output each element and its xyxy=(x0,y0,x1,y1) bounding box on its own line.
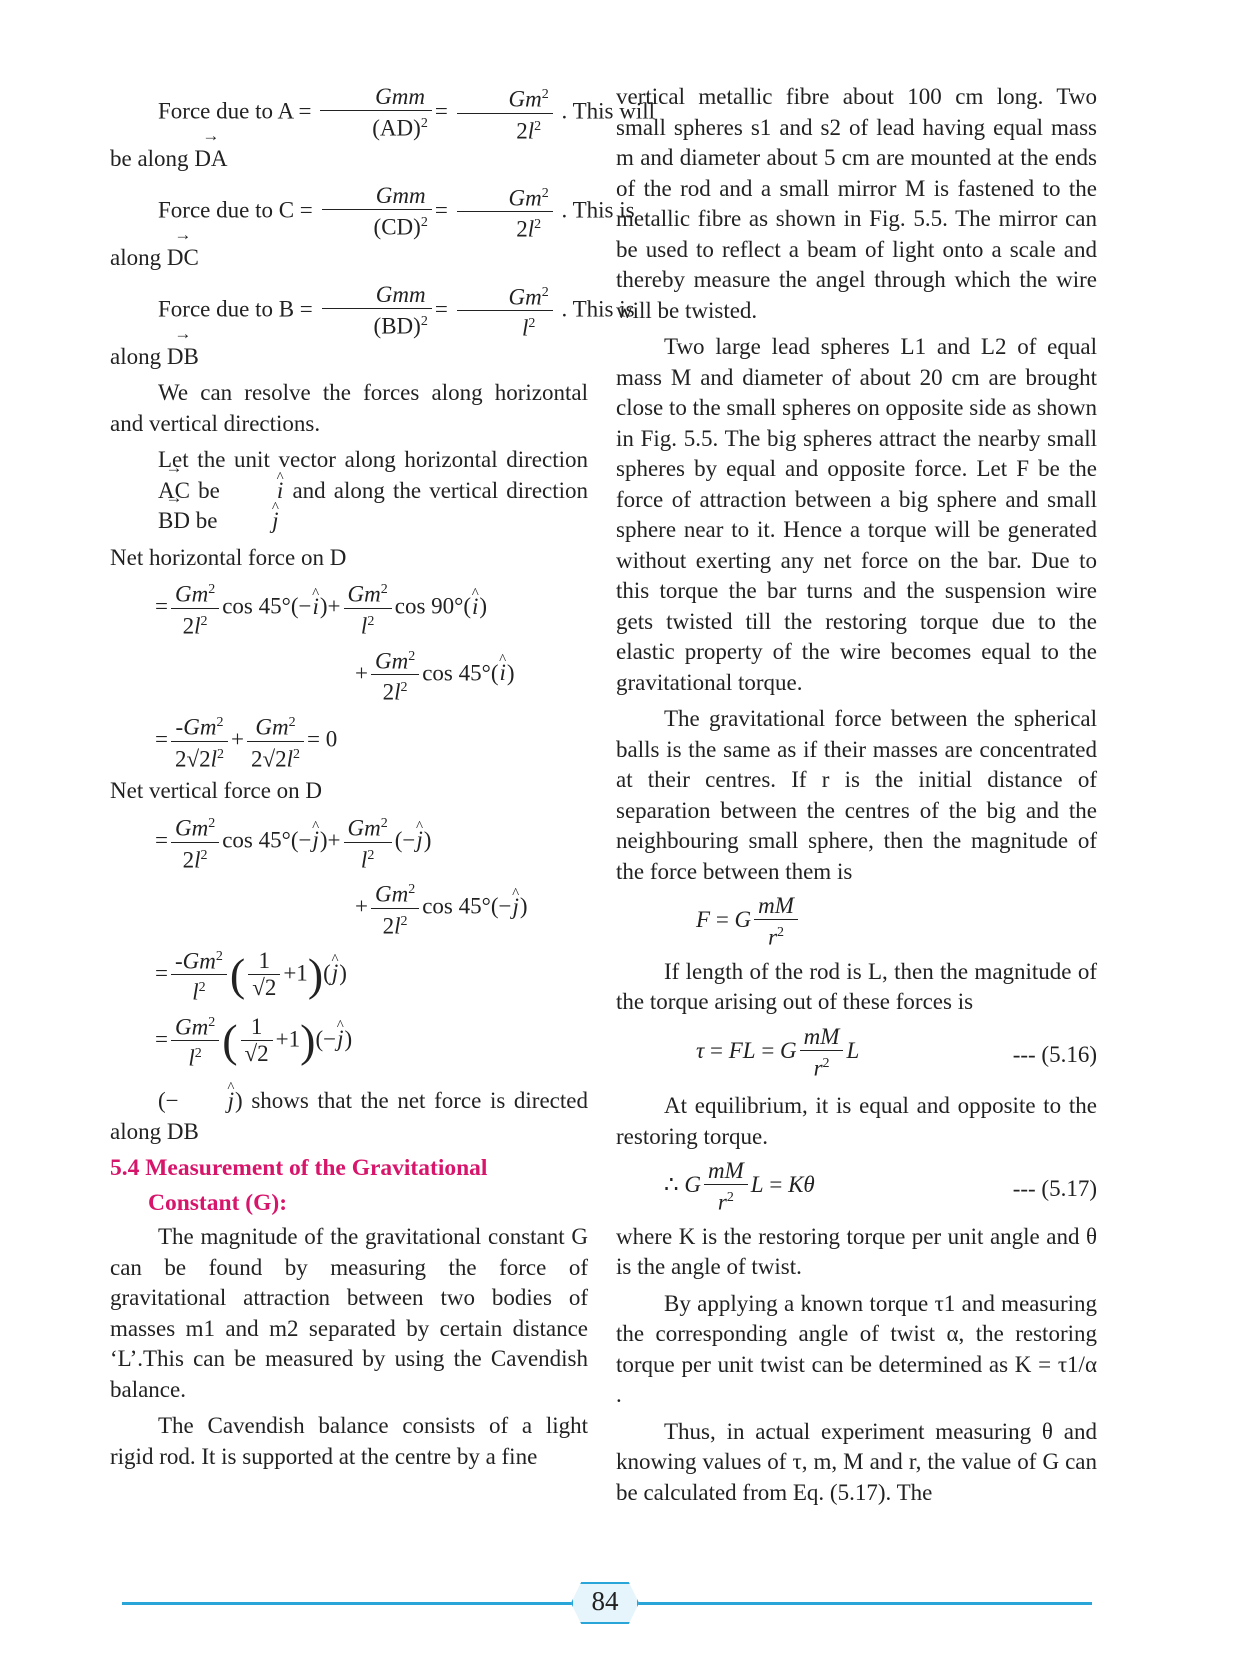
restoring-torque-paragraph: where K is the restoring torque per unit angle and θ is the angle of twist. xyxy=(616,1223,1097,1280)
force-a-line: Force due to A = $\frac{\text{Gmm}}{(AD)^2}$ = $\frac{Gm^2}{2l^2}$ . This will xyxy=(110,82,588,144)
unit-text-d: be xyxy=(195,508,218,534)
footer-line-left xyxy=(122,1602,574,1605)
force-b-suffix: . This is xyxy=(561,296,635,322)
left-column xyxy=(110,82,656,1472)
footer-line-right xyxy=(632,1602,1092,1605)
section-heading xyxy=(110,1153,588,1218)
fraction: $\frac{\text{Gmm}}{(CD)^2}$ xyxy=(322,183,432,241)
i-hat: ^ i xyxy=(228,476,284,507)
equation-v2: + $\frac{Gm^2}{2l^2}$ cos 45°(−^ j) xyxy=(110,877,588,939)
gravitational-force-paragraph: The gravitational force between the spherical balls is the same as if their masses are concentrated at their centres. If r is the initial distance of separation between the centres of the big and the neighbouring small sphere, then the magnitude of the force between them is xyxy=(616,706,1097,884)
equilibrium-formula: ∴ G $\frac{mM}{r^2}$ L = Kθ --- (5.17) xyxy=(664,1158,1097,1215)
torque-formula: τ = FL = G $\frac{mM}{r^2}$ L --- (5.16) xyxy=(696,1023,1097,1081)
unit-vector-paragraph xyxy=(110,445,588,537)
equation-v3: = $\frac{-Gm^2}{l^2}$ ( $\frac{1}{√2}$ +1)(^ j) xyxy=(110,944,588,1006)
minus-j-paragraph: (−^ j) shows that the net force is directed along DB xyxy=(110,1086,588,1147)
experiment-paragraph: Thus, in actual experiment measuring θ and knowing values of τ, m, M and r, the value of G can be calculated from Eq. (5.17). The xyxy=(616,1418,1097,1505)
force-c-line: Force due to C = $\frac{\text{Gmm}}{(CD)^2}$ = $\frac{Gm^2}{2l^2}$ . This is xyxy=(110,181,588,243)
force-b-prefix: Force due to B = xyxy=(158,296,313,322)
force-a-prefix: Force due to A = xyxy=(158,98,312,124)
fraction: $\frac{\text{Gmm}}{(AD)^2}$ xyxy=(320,84,432,142)
force-c-tail xyxy=(110,243,588,274)
tail-text: along xyxy=(110,343,162,369)
minus-j-text: shows that the net force is directed along DB xyxy=(110,1088,588,1144)
equation-h1: = $\frac{Gm^2}{2l^2}$ cos 45°(−^ i)+ $\frac{Gm^2}{l^2}$ cos 90°(^ i) xyxy=(110,577,588,639)
equation-h3: = $\frac{-Gm^2}{2√2l^2}$ + $\frac{Gm^2}{2√2l^2}$ = 0 xyxy=(110,710,588,772)
unit-text-a: Let the unit vector along horizontal direction xyxy=(158,447,588,473)
force-c-prefix: Force due to C = xyxy=(158,197,313,223)
heading-line-2: Constant (G): xyxy=(148,1189,288,1216)
lead-spheres-paragraph: Two large lead spheres L1 and L2 of equal mass M and diameter of about 20 cm are brought close to the small spheres on opposite side as shown in Fig. 5.5. The big spheres attract the nearby small spheres by equal and opposite force. Let F be the force of attraction between a big sphere and small sphere near to it. Hence a torque will be generated without exerting any net force on the bar. Due to this torque the bar turns and the suspension wire gets twisted till the restoring torque due to the elastic property of the wire becomes equal to the gravitational torque. xyxy=(616,334,1098,695)
j-hat: ^ j xyxy=(223,506,279,537)
cavendish-paragraph: The Cavendish balance consists of a light rigid rod. It is supported at the centre by a fine xyxy=(110,1413,588,1469)
tail-text: along xyxy=(110,245,162,271)
equation-number-516: --- (5.16) xyxy=(1012,1041,1097,1067)
fibre-paragraph: vertical metallic fibre about 100 cm long. Two small spheres s1 and s2 of lead having equal mass m and diameter about 5 cm are mounted at the ends of the rod and a small mirror M is fastened to the metallic fibre as shown in Fig. 5.5. The mirror can be used to reflect a beam of light onto a scale and thereby measure the angel through which the wire will be twisted. xyxy=(616,84,1097,323)
fraction: $\frac{Gm^2}{2l^2}$ xyxy=(457,181,553,243)
vector-db: → DB xyxy=(167,342,199,373)
fraction: $\frac{Gm^2}{l^2}$ xyxy=(457,280,553,342)
tail-text: be along xyxy=(110,146,189,172)
force-b-tail xyxy=(110,342,588,373)
gravitational-constant-paragraph: The magnitude of the gravitational constant G can be found by measuring the force of gravitational attraction between two bodies of masses m1 and m2 separated by certain distance ‘L’.This can be measured by using the Cavendish balance. xyxy=(110,1224,588,1402)
vector-bd: → BD xyxy=(110,506,190,537)
vector-dc: → DC xyxy=(167,243,199,274)
force-a-suffix: . This will xyxy=(561,98,656,124)
fraction: $\frac{\text{Gmm}}{(BD)^2}$ xyxy=(322,282,432,340)
unit-text-c: and along the vertical direction xyxy=(292,477,589,503)
known-torque-paragraph: By applying a known torque τ1 and measuring the corresponding angle of twist α, the restoring torque per unit twist can be determined as K = τ1/α . xyxy=(616,1290,1097,1408)
net-horizontal-label: Net horizontal force on D xyxy=(110,544,347,570)
vector-da: → DA xyxy=(194,144,227,175)
force-c-suffix: . This is xyxy=(561,197,635,223)
unit-text-b: be xyxy=(198,477,220,503)
force-formula: F = G $\frac{mM}{r^2}$ xyxy=(616,893,1097,951)
net-vertical-label: Net vertical force on D xyxy=(110,778,323,804)
equation-number-517: --- (5.17) xyxy=(1012,1176,1097,1202)
torque-intro-paragraph: If length of the rod is L, then the magnitude of the torque arising out of these forces is xyxy=(616,958,1097,1015)
equation-v4: = $\frac{Gm^2}{l^2}$ ( $\frac{1}{√2}$ +1)(−^ j) xyxy=(110,1010,588,1072)
right-column xyxy=(616,82,1097,1508)
equilibrium-paragraph: At equilibrium, it is equal and opposite to the restoring torque. xyxy=(616,1093,1097,1149)
page-number: 84 xyxy=(591,1586,619,1616)
force-a-tail xyxy=(110,144,588,175)
force-b-line: Force due to B = $\frac{\text{Gmm}}{(BD)^2}$ = $\frac{Gm^2}{l^2}$ . This is xyxy=(110,280,588,342)
equation-v1: = $\frac{Gm^2}{2l^2}$ cos 45°(−^ j)+ $\frac{Gm^2}{l^2}$ (−^ j) xyxy=(110,811,588,873)
equation-h2: + $\frac{Gm^2}{2l^2}$ cos 45°(^ i) xyxy=(110,644,588,706)
fraction: $\frac{Gm^2}{2l^2}$ xyxy=(457,82,553,144)
heading-line-1: 5.4 Measurement of the Gravitational xyxy=(110,1155,488,1182)
resolve-paragraph: We can resolve the forces along horizontal and vertical directions. xyxy=(110,380,588,436)
vector-ac: → AC xyxy=(110,476,190,507)
